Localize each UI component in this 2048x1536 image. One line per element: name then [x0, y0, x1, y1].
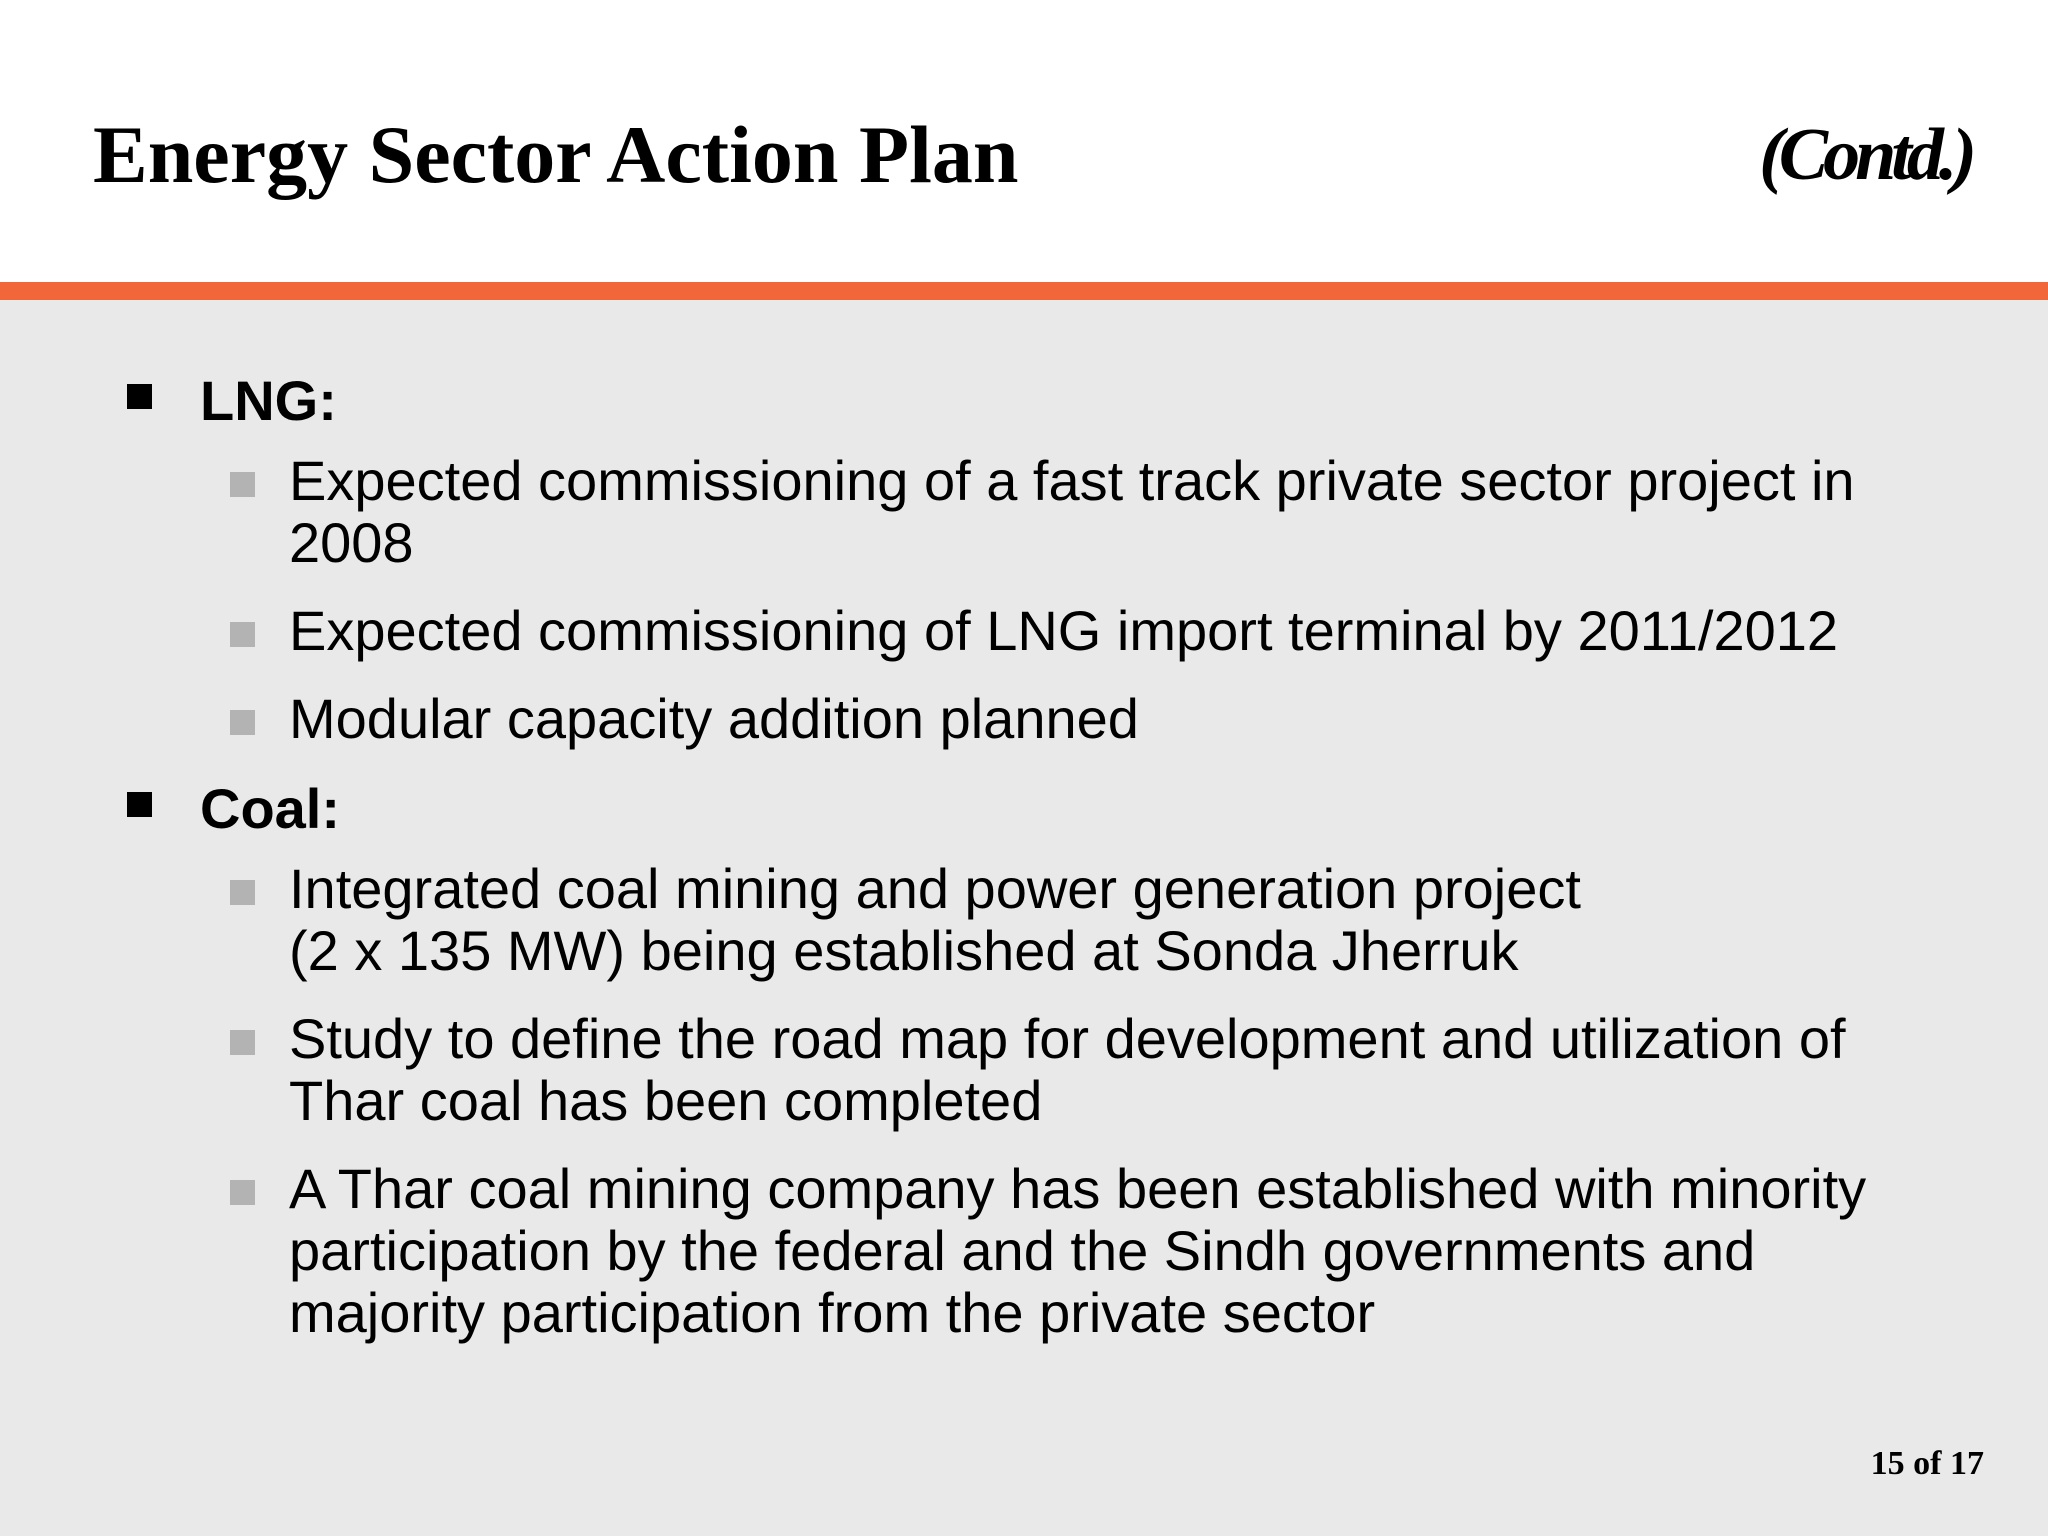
list-item-text: Study to define the road map for development and utilization of Thar coal has been completed — [289, 1007, 1846, 1132]
square-bullet-icon — [230, 622, 255, 647]
square-bullet-icon — [230, 1030, 255, 1055]
list-item — [0, 450, 2048, 574]
page-number: 15 of 17 — [1870, 1445, 1984, 1482]
section-coal — [0, 768, 2048, 1344]
square-bullet-icon — [230, 880, 255, 905]
list-item-text: Expected commissioning of LNG import terminal by 2011/2012 — [289, 599, 1839, 662]
square-bullet-icon — [230, 472, 255, 497]
continued-label: (Contd.) — [1759, 114, 1972, 196]
square-bullet-icon — [230, 1180, 255, 1205]
list-item — [0, 688, 2048, 750]
square-bullet-icon — [127, 792, 152, 817]
list-item-text: Integrated coal mining and power generation project (2 x 135 MW) being established at Sonda Jherruk — [289, 857, 1581, 982]
list-item — [0, 1008, 2048, 1132]
list-item-text: Modular capacity addition planned — [289, 687, 1139, 750]
list-item — [0, 600, 2048, 662]
square-bullet-icon — [127, 384, 152, 409]
list-item — [0, 858, 2048, 982]
slide-content — [0, 360, 2048, 1370]
accent-rule — [0, 282, 2048, 300]
square-bullet-icon — [230, 710, 255, 735]
slide-title: Energy Sector Action Plan — [93, 109, 1019, 200]
section-lng — [0, 360, 2048, 750]
list-item-text: Expected commissioning of a fast track private sector project in 2008 — [289, 449, 1855, 574]
section-heading-text: Coal: — [200, 777, 340, 840]
slide-header — [0, 0, 2048, 282]
list-item — [0, 1158, 2048, 1344]
list-item-text: A Thar coal mining company has been established with minority participation by the federal and the Sindh governments and majority participation from the private sector — [289, 1157, 1867, 1344]
section-heading-text: LNG: — [200, 369, 337, 432]
section-heading — [0, 360, 2048, 442]
section-heading — [0, 768, 2048, 850]
